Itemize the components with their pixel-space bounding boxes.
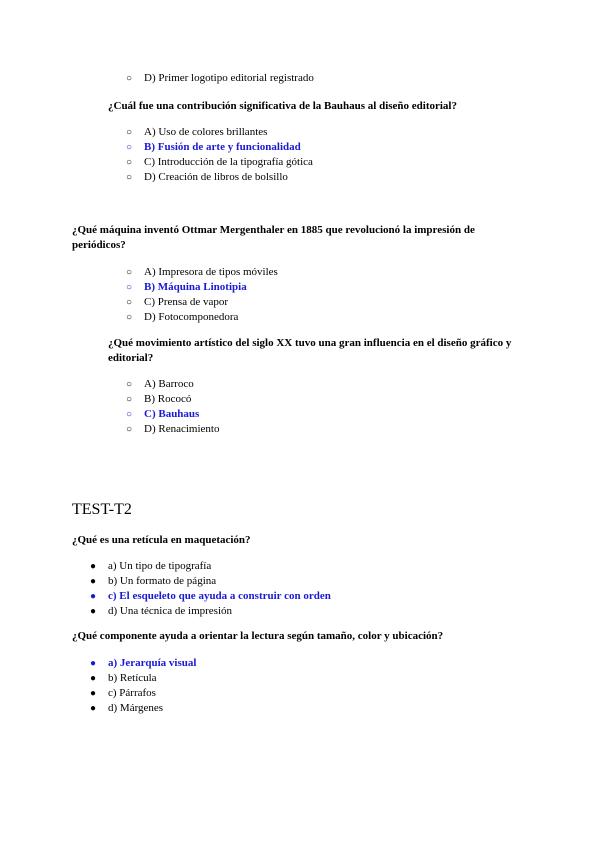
option-item-correct: ○ C) Bauhaus: [126, 408, 200, 420]
filled-bullet-icon: ●: [90, 673, 97, 684]
filled-bullet-icon: ●: [90, 591, 97, 602]
filled-bullet-icon: ●: [90, 576, 97, 587]
option-item-correct: ○ B) Fusión de arte y funcionalidad: [126, 141, 301, 153]
filled-bullet-icon: ●: [90, 703, 97, 714]
option-item: ● d) Márgenes: [90, 702, 164, 714]
question-text: ¿Qué máquina inventó Ottmar Mergenthaler en 1885 que revolucionó la impresión de periódicos?: [72, 224, 475, 251]
question-text: ¿Qué movimiento artístico del siglo XX tuvo una gran influencia en el diseño gráfico y editorial?: [108, 337, 512, 364]
option-list: [126, 71, 314, 86]
option-list: [126, 265, 278, 325]
option-item: ● c) Párrafos: [90, 687, 156, 699]
hollow-bullet-icon: ○: [126, 297, 133, 308]
option-item: ● d) Una técnica de impresión: [90, 605, 233, 617]
hollow-bullet-icon: ○: [126, 409, 133, 420]
option-item: ○ A) Barroco: [126, 378, 194, 390]
hollow-bullet-icon: ○: [126, 73, 133, 84]
option-item-correct: ● c) El esqueleto que ayuda a construir con orden: [90, 590, 331, 602]
question-text: ¿Qué es una retícula en maquetación?: [72, 534, 251, 546]
hollow-bullet-icon: ○: [126, 172, 133, 183]
option-item: ○ D) Creación de libros de bolsillo: [126, 171, 288, 183]
filled-bullet-icon: ●: [90, 561, 97, 572]
question-text: ¿Qué componente ayuda a orientar la lectura según tamaño, color y ubicación?: [72, 630, 444, 642]
option-item: ○ A) Impresora de tipos móviles: [126, 266, 278, 278]
option-item-correct: ● a) Jerarquía visual: [90, 657, 197, 669]
option-list: [126, 125, 313, 185]
hollow-bullet-icon: ○: [126, 424, 133, 435]
hollow-bullet-icon: ○: [126, 282, 133, 293]
hollow-bullet-icon: ○: [126, 127, 133, 138]
hollow-bullet-icon: ○: [126, 142, 133, 153]
option-item: ○ C) Prensa de vapor: [126, 296, 229, 308]
option-item: ○ A) Uso de colores brillantes: [126, 126, 268, 138]
option-item: ○ B) Rococó: [126, 393, 192, 405]
option-item: ● a) Un tipo de tipografía: [90, 560, 212, 572]
hollow-bullet-icon: ○: [126, 312, 133, 323]
option-list: [90, 559, 331, 619]
section-heading: TEST-T2: [72, 501, 132, 518]
option-item: ● b) Un formato de página: [90, 575, 217, 587]
option-item: ○ D) Renacimiento: [126, 423, 220, 435]
option-list: [90, 656, 197, 716]
filled-bullet-icon: ●: [90, 688, 97, 699]
option-item: ○ C) Introducción de la tipografía gótica: [126, 156, 313, 168]
option-item: ● b) Retícula: [90, 672, 157, 684]
filled-bullet-icon: ●: [90, 606, 97, 617]
hollow-bullet-icon: ○: [126, 157, 133, 168]
option-item: ○ D) Fotocomponedora: [126, 311, 239, 323]
hollow-bullet-icon: ○: [126, 267, 133, 278]
option-item-correct: ○ B) Máquina Linotipia: [126, 281, 247, 293]
question-text: ¿Cuál fue una contribución significativa de la Bauhaus al diseño editorial?: [108, 100, 457, 112]
option-item: ○ D) Primer logotipo editorial registrado: [126, 72, 314, 84]
option-list: [126, 377, 220, 437]
hollow-bullet-icon: ○: [126, 379, 133, 390]
hollow-bullet-icon: ○: [126, 394, 133, 405]
filled-bullet-icon: ●: [90, 658, 97, 669]
